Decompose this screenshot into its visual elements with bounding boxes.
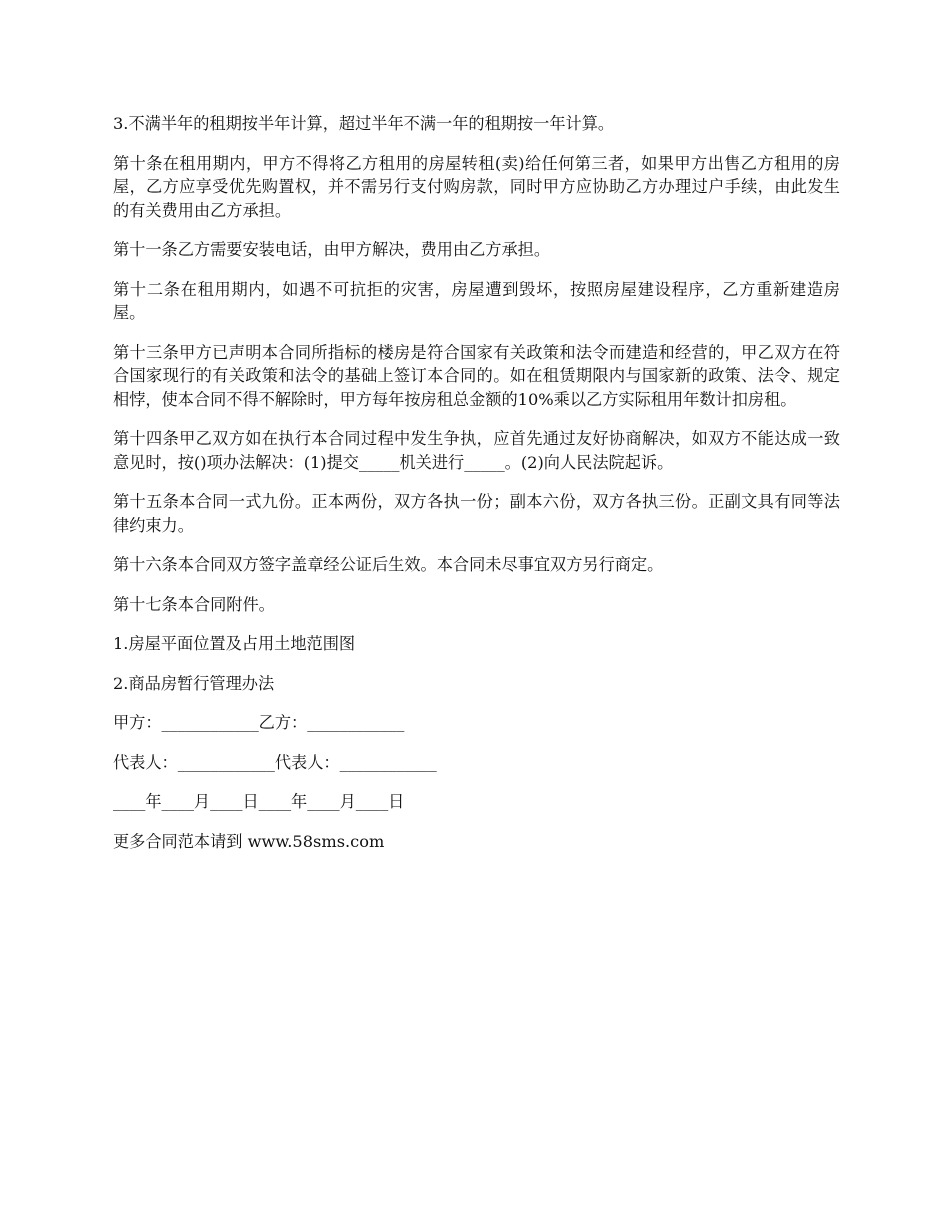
signature-representatives: 代表人：____________代表人：____________	[113, 752, 437, 772]
article-10-sublease: 第十条在租用期内，甲方不得将乙方租用的房屋转租(卖)给任何第三者，如果甲方出售乙方租用的房屋，乙方应享受优先购置权，并不需另行支付购房款，同时甲方应协助乙方办理过户手续，由此发生的有关费用由乙方承担。	[113, 153, 840, 220]
article-12-disaster: 第十二条在租用期内，如遇不可抗拒的灾害，房屋遭到毁坏，按照房屋建设程序，乙方重新建造房屋。	[113, 279, 840, 322]
article-15-copies: 第十五条本合同一式九份。正本两份，双方各执一份；副本六份，双方各执三份。正副文具有同等法律约束力。	[113, 492, 840, 535]
article-14-dispute: 第十四条甲乙双方如在执行本合同过程中发生争执，应首先通过友好协商解决，如双方不能达成一致意见时，按()项办法解决：(1)提交_____机关进行_____。(2)向人民法院起诉。	[113, 429, 840, 472]
article-11-telephone: 第十一条乙方需要安装电话，由甲方解决，费用由乙方承担。	[113, 240, 551, 259]
article-17-attachments: 第十七条本合同附件。	[113, 594, 275, 614]
article-16-effective: 第十六条本合同双方签字盖章经公证后生效。本合同未尽事宜双方另行商定。	[113, 555, 664, 574]
clause-3-rent-period: 3.不满半年的租期按半年计算，超过半年不满一年的租期按一年计算。	[113, 114, 615, 133]
attachment-2: 2.商品房暂行管理办法	[113, 673, 275, 693]
signature-dates: ____年____月____日____年____月____日	[113, 792, 405, 811]
signature-parties: 甲方：____________乙方：____________	[113, 713, 405, 732]
footer-link-text: 更多合同范本请到 www.58sms.com	[113, 831, 385, 851]
attachment-1: 1.房屋平面位置及占用土地范围图	[113, 634, 356, 653]
document-body	[113, 112, 840, 869]
article-13-policy: 第十三条甲方已声明本合同所指标的楼房是符合国家有关政策和法令而建造和经营的，甲乙双方在符合国家现行的有关政策和法令的基础上签订本合同的。如在租赁期限内与国家新的政策、法令、规定相悖，使本合同不得不解除时，甲方每年按房租总金额的10%乘以乙方实际租用年数计扣房租。	[113, 342, 840, 409]
